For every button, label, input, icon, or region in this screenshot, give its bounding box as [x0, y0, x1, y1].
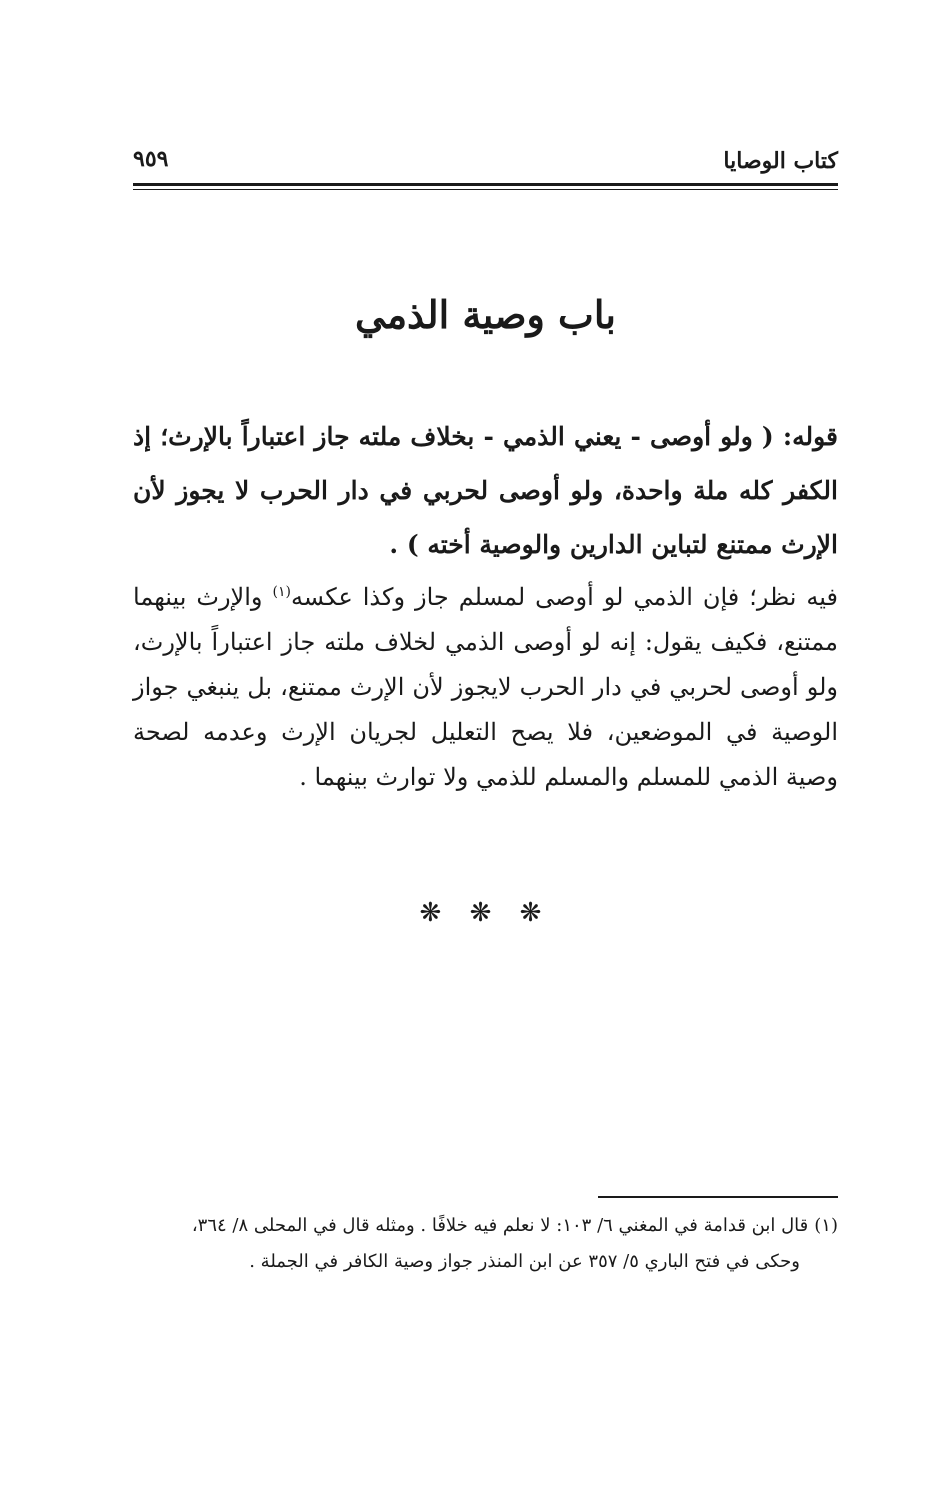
footnote-line-2: وحكى في فتح الباري ٥/ ٣٥٧ عن ابن المنذر جواز وصية الكافر في الجملة . [249, 1251, 800, 1272]
footnote-reference[interactable]: (١) [272, 584, 291, 600]
chapter-title: باب وصية الذمي [355, 292, 616, 337]
footnote-rule [598, 1196, 838, 1198]
commentary-paragraph [133, 575, 838, 800]
footnote-line-1 [133, 1208, 838, 1244]
footnote-marker: (١) [814, 1215, 838, 1236]
footnotes [133, 1208, 838, 1280]
footnote-text-1: قال ابن قدامة في المغني ٦/ ١٠٣: لا نعلم فيه خلافًا . ومثله قال في المحلى ٨/ ٣٦٤، [191, 1215, 809, 1236]
header-rule-thick [133, 183, 838, 186]
commentary-text-end: والإرث بينهما ممتنع، فكيف يقول: إنه لو أوصى الذمي لخلاف ملته جاز اعتباراً بالإرث، ولو أوصى لحربي في دار الحرب لايجوز لأن الإرث ممتنع، بل ينبغي جواز الوصية في الموضعين، فلا يصح التعليل لجريان الإرث وعدمه لصحة وصية الذمي للمسلم والمسلم للذمي ولا توارث بينهما . [133, 583, 839, 791]
quoted-text: قوله: ( ولو أوصى - يعني الذمي - بخلاف ملته جاز اعتباراً بالإرث؛ إذ الكفر كله ملة واحدة، ولو أوصى لحربي في دار الحرب لا يجوز لأن الإرث ممتنع لتباين الدارين والوصية أخته ) . [133, 422, 838, 559]
header-title: كتاب الوصايا [723, 148, 838, 174]
running-header [133, 140, 838, 180]
header-rule-thin [133, 189, 838, 190]
page-number: ٩٥٩ [133, 146, 169, 172]
commentary-text-start: فيه نظر؛ فإن الذمي لو أوصى لمسلم جاز وكذا عكسه [290, 583, 838, 611]
section-separator: ❋ ❋ ❋ [419, 898, 552, 928]
